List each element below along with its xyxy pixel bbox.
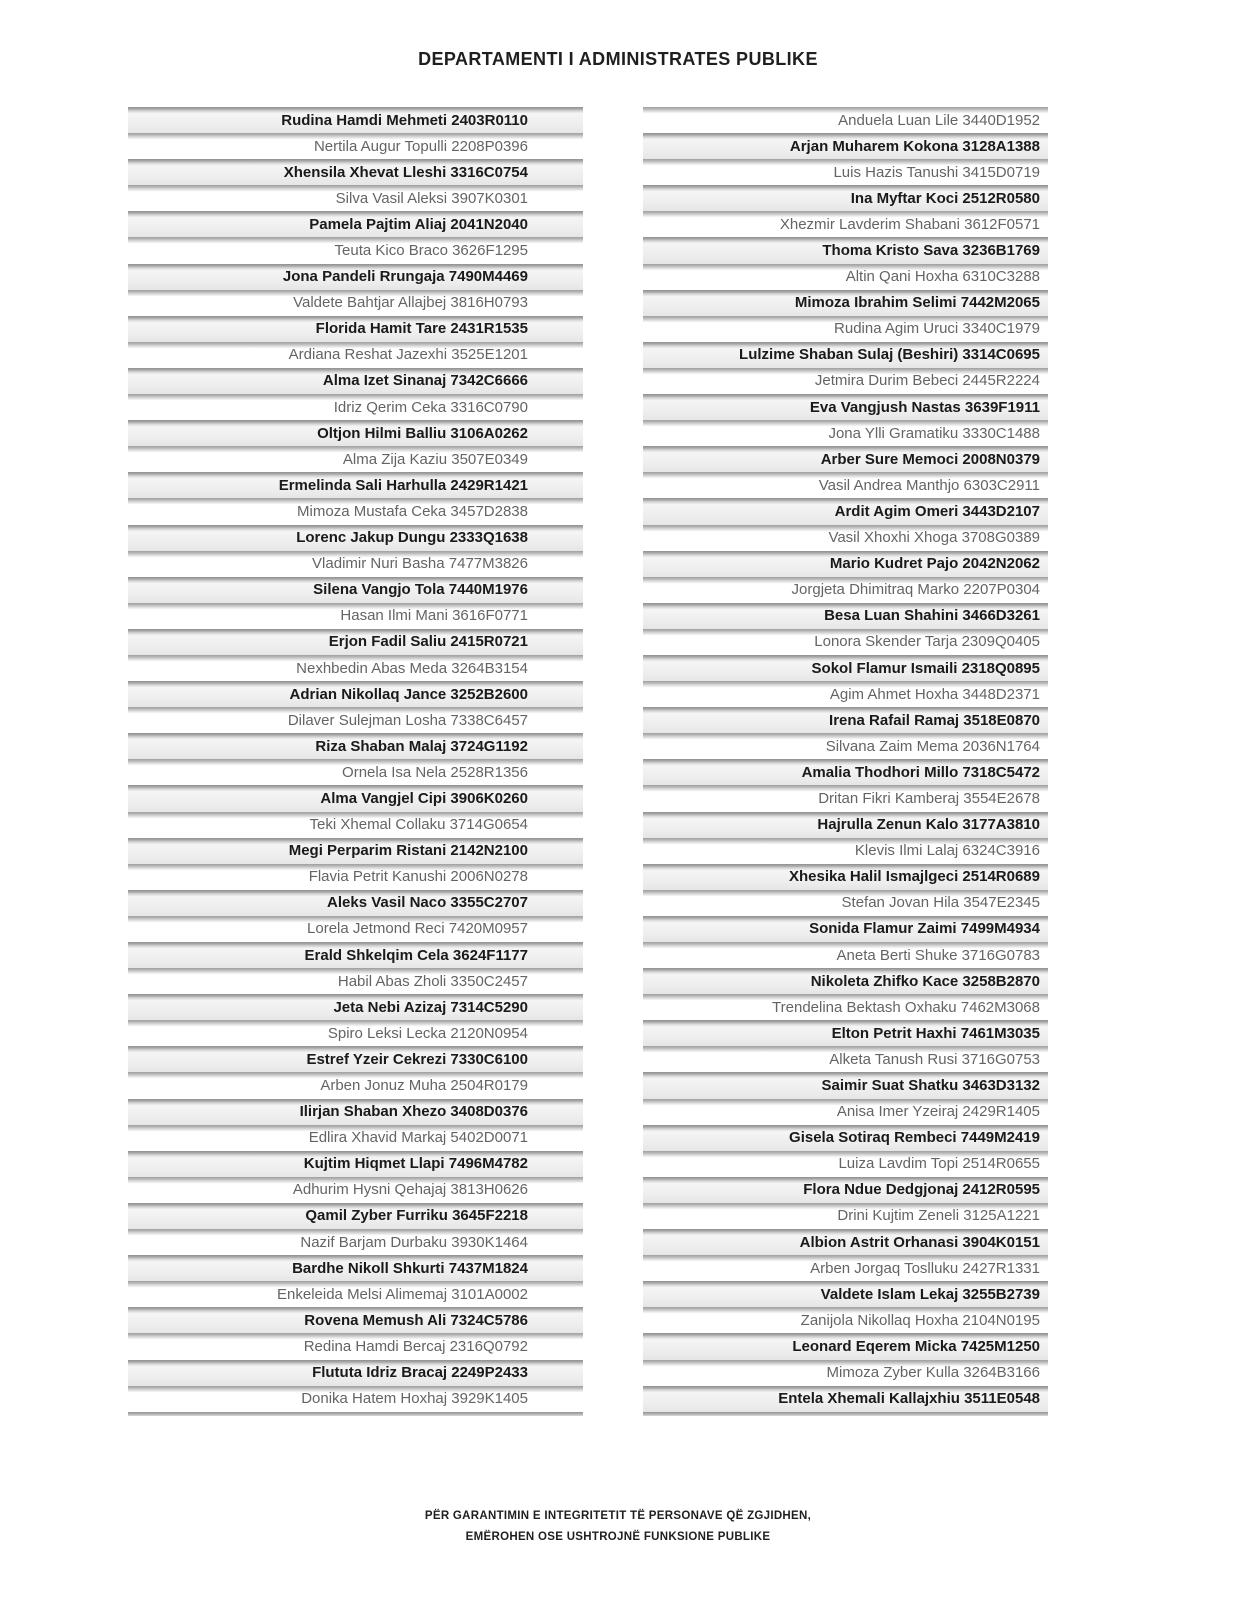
person-name-and-id: Donika Hatem Hoxhaj 3929K1405 [301, 1390, 528, 1408]
person-name-and-id: Mimoza Ibrahim Selimi 7442M2065 [794, 294, 1040, 312]
list-item [643, 1151, 1048, 1177]
person-name-and-id: Xhezmir Lavderim Shabani 3612F0571 [779, 215, 1040, 233]
person-name-and-id: Kujtim Hiqmet Llapi 7496M4782 [303, 1155, 528, 1173]
person-name-and-id: Idriz Qerim Ceka 3316C0790 [333, 398, 528, 416]
list-item [643, 159, 1048, 185]
person-name-and-id: Mimoza Zyber Kulla 3264B3166 [826, 1364, 1040, 1382]
list-item [643, 655, 1048, 681]
list-item [643, 733, 1048, 759]
list-item [128, 1125, 583, 1151]
list-item [643, 838, 1048, 864]
person-name-and-id: Leonard Eqerem Micka 7425M1250 [792, 1337, 1040, 1355]
list-item [643, 1360, 1048, 1386]
list-item [643, 577, 1048, 603]
list-item [128, 368, 583, 394]
list-item [643, 446, 1048, 472]
list-item [643, 237, 1048, 263]
person-name-and-id: Ermelinda Sali Harhulla 2429R1421 [278, 476, 528, 494]
person-name-and-id: Besa Luan Shahini 3466D3261 [824, 607, 1040, 625]
page-title: DEPARTAMENTI I ADMINISTRATES PUBLIKE [418, 49, 818, 69]
person-name-and-id: Jona Pandeli Rrungaja 7490M4469 [282, 268, 528, 286]
list-item [128, 890, 583, 916]
person-name-and-id: Ardiana Reshat Jazexhi 3525E1201 [288, 346, 528, 364]
list-item [643, 185, 1048, 211]
person-name-and-id: Flututa Idriz Bracaj 2249P2433 [312, 1364, 528, 1382]
list-item [128, 133, 583, 159]
list-item [128, 1360, 583, 1386]
list-item [128, 707, 583, 733]
person-name-and-id: Nertila Augur Topulli 2208P0396 [313, 137, 528, 155]
person-name-and-id: Alma Vangjel Cipi 3906K0260 [320, 789, 528, 807]
person-name-and-id: Mario Kudret Pajo 2042N2062 [829, 555, 1040, 573]
list-item [643, 1072, 1048, 1098]
list-item [128, 733, 583, 759]
list-item [643, 994, 1048, 1020]
list-item [128, 1333, 583, 1359]
list-item [128, 107, 583, 133]
list-item [128, 655, 583, 681]
list-item [128, 1281, 583, 1307]
person-name-and-id: Valdete Bahtjar Allajbej 3816H0793 [293, 294, 528, 312]
list-item [128, 603, 583, 629]
list-item [643, 1177, 1048, 1203]
list-item [128, 994, 583, 1020]
list-item [643, 1099, 1048, 1125]
list-item [643, 316, 1048, 342]
person-name-and-id: Anduela Luan Lile 3440D1952 [838, 111, 1040, 129]
person-name-and-id: Drini Kujtim Zeneli 3125A1221 [837, 1207, 1040, 1225]
person-name-and-id: Nikoleta Zhifko Kace 3258B2870 [810, 972, 1040, 990]
list-item [128, 577, 583, 603]
person-name-and-id: Altin Qani Hoxha 6310C3288 [845, 268, 1040, 286]
person-name-and-id: Alma Izet Sinanaj 7342C6666 [322, 372, 528, 390]
list-item [643, 812, 1048, 838]
list-item [128, 446, 583, 472]
list-item [128, 237, 583, 263]
list-item [128, 394, 583, 420]
person-name-and-id: Amalia Thodhori Millo 7318C5472 [801, 763, 1040, 781]
person-name-and-id: Gisela Sotiraq Rembeci 7449M2419 [789, 1129, 1040, 1147]
list-item [643, 394, 1048, 420]
list-item [643, 342, 1048, 368]
person-name-and-id: Rudina Hamdi Mehmeti 2403R0110 [281, 111, 528, 129]
person-name-and-id: Vladimir Nuri Basha 7477M3826 [312, 555, 528, 573]
list-item [643, 472, 1048, 498]
person-name-and-id: Lorela Jetmond Reci 7420M0957 [307, 920, 528, 938]
list-item [128, 942, 583, 968]
list-item [128, 185, 583, 211]
list-item [643, 759, 1048, 785]
person-name-and-id: Teuta Kico Braco 3626F1295 [334, 242, 528, 260]
list-item [128, 968, 583, 994]
list-item [643, 1046, 1048, 1072]
person-name-and-id: Sokol Flamur Ismaili 2318Q0895 [811, 659, 1040, 677]
person-name-and-id: Mimoza Mustafa Ceka 3457D2838 [297, 502, 528, 520]
person-name-and-id: Klevis Ilmi Lalaj 6324C3916 [854, 842, 1040, 860]
list-item [643, 1386, 1048, 1412]
list-item [128, 1386, 583, 1412]
person-name-and-id: Arben Jorgaq Toslluku 2427R1331 [810, 1259, 1040, 1277]
person-name-and-id: Qamil Zyber Furriku 3645F2218 [305, 1207, 528, 1225]
person-name-and-id: Entela Xhemali Kallajxhiu 3511E0548 [778, 1390, 1040, 1408]
person-name-and-id: Valdete Islam Lekaj 3255B2739 [820, 1285, 1040, 1303]
list-item [128, 264, 583, 290]
list-item [643, 1203, 1048, 1229]
list-item [643, 707, 1048, 733]
list-item [128, 1020, 583, 1046]
person-name-and-id: Flavia Petrit Kanushi 2006N0278 [308, 868, 528, 886]
list-item [128, 420, 583, 446]
list-item [643, 968, 1048, 994]
list-item [128, 525, 583, 551]
person-name-and-id: Thoma Kristo Sava 3236B1769 [822, 242, 1040, 260]
person-name-and-id: Megi Perparim Ristani 2142N2100 [288, 842, 528, 860]
person-name-and-id: Florida Hamit Tare 2431R1535 [315, 320, 528, 338]
list-item [643, 211, 1048, 237]
list-item [128, 290, 583, 316]
person-name-and-id: Stefan Jovan Hila 3547E2345 [841, 894, 1040, 912]
footer-line-2: EMËROHEN OSE USHTROJNË FUNKSIONE PUBLIKE [465, 1531, 771, 1543]
person-name-and-id: Lulzime Shaban Sulaj (Beshiri) 3314C0695 [739, 346, 1040, 364]
person-name-and-id: Nazif Barjam Durbaku 3930K1464 [300, 1233, 528, 1251]
list-item [128, 1229, 583, 1255]
person-name-and-id: Spiro Leksi Lecka 2120N0954 [327, 1024, 528, 1042]
person-name-and-id: Enkeleida Melsi Alimemaj 3101A0002 [277, 1285, 528, 1303]
list-item [643, 1125, 1048, 1151]
list-item [643, 1281, 1048, 1307]
person-name-and-id: Ornela Isa Nela 2528R1356 [342, 763, 528, 781]
list-item [643, 603, 1048, 629]
person-name-and-id: Eva Vangjush Nastas 3639F1911 [809, 398, 1040, 416]
person-name-and-id: Rudina Agim Uruci 3340C1979 [834, 320, 1040, 338]
list-item [643, 629, 1048, 655]
list-item [128, 342, 583, 368]
person-name-and-id: Albion Astrit Orhanasi 3904K0151 [799, 1233, 1040, 1251]
list-item [643, 785, 1048, 811]
name-list-column-left [128, 107, 583, 1416]
list-item [128, 1151, 583, 1177]
list-item [128, 1099, 583, 1125]
person-name-and-id: Xhensila Xhevat Lleshi 3316C0754 [283, 163, 528, 181]
list-item [643, 290, 1048, 316]
person-name-and-id: Erald Shkelqim Cela 3624F1177 [304, 946, 528, 964]
person-name-and-id: Hajrulla Zenun Kalo 3177A3810 [817, 816, 1040, 834]
list-item [128, 1203, 583, 1229]
person-name-and-id: Edlira Xhavid Markaj 5402D0071 [308, 1129, 528, 1147]
person-name-and-id: Teki Xhemal Collaku 3714G0654 [309, 816, 528, 834]
person-name-and-id: Jorgjeta Dhimitraq Marko 2207P0304 [791, 581, 1040, 599]
person-name-and-id: Adhurim Hysni Qehajaj 3813H0626 [292, 1181, 528, 1199]
person-name-and-id: Pamela Pajtim Aliaj 2041N2040 [309, 215, 528, 233]
person-name-and-id: Nexhbedin Abas Meda 3264B3154 [296, 659, 528, 677]
person-name-and-id: Aleks Vasil Naco 3355C2707 [327, 894, 528, 912]
list-item [128, 629, 583, 655]
person-name-and-id: Vasil Xhoxhi Xhoga 3708G0389 [828, 529, 1040, 547]
person-name-and-id: Irena Rafail Ramaj 3518E0870 [829, 711, 1040, 729]
person-name-and-id: Habil Abas Zholi 3350C2457 [337, 972, 528, 990]
list-item [643, 525, 1048, 551]
person-name-and-id: Silvana Zaim Mema 2036N1764 [825, 737, 1040, 755]
person-name-and-id: Ardit Agim Omeri 3443D2107 [834, 502, 1040, 520]
person-name-and-id: Anisa Imer Yzeiraj 2429R1405 [836, 1103, 1040, 1121]
list-item [128, 1255, 583, 1281]
list-item [643, 681, 1048, 707]
list-item [643, 107, 1048, 133]
list-item [128, 498, 583, 524]
list-item [128, 211, 583, 237]
person-name-and-id: Agim Ahmet Hoxha 3448D2371 [829, 685, 1040, 703]
person-name-and-id: Arjan Muharem Kokona 3128A1388 [789, 137, 1040, 155]
person-name-and-id: Alketa Tanush Rusi 3716G0753 [829, 1050, 1040, 1068]
person-name-and-id: Dilaver Sulejman Losha 7338C6457 [287, 711, 528, 729]
list-item [128, 472, 583, 498]
list-item [128, 916, 583, 942]
person-name-and-id: Jetmira Durim Bebeci 2445R2224 [814, 372, 1040, 390]
person-name-and-id: Luis Hazis Tanushi 3415D0719 [833, 163, 1040, 181]
person-name-and-id: Arben Jonuz Muha 2504R0179 [320, 1077, 528, 1095]
list-item [128, 838, 583, 864]
list-item [128, 1072, 583, 1098]
page-footer [0, 1506, 1236, 1548]
list-item [643, 864, 1048, 890]
person-name-and-id: Arber Sure Memoci 2008N0379 [820, 450, 1040, 468]
person-name-and-id: Silena Vangjo Tola 7440M1976 [313, 581, 528, 599]
list-item [128, 551, 583, 577]
name-list-column-right [643, 107, 1048, 1416]
person-name-and-id: Erjon Fadil Saliu 2415R0721 [328, 633, 528, 651]
list-item [643, 1333, 1048, 1359]
list-item [643, 1307, 1048, 1333]
list-item [643, 368, 1048, 394]
person-name-and-id: Xhesika Halil Ismajlgeci 2514R0689 [789, 868, 1040, 886]
person-name-and-id: Vasil Andrea Manthjo 6303C2911 [818, 476, 1040, 494]
list-item [643, 1229, 1048, 1255]
list-item [128, 159, 583, 185]
list-item [128, 1177, 583, 1203]
person-name-and-id: Zanijola Nikollaq Hoxha 2104N0195 [800, 1311, 1040, 1329]
person-name-and-id: Dritan Fikri Kamberaj 3554E2678 [818, 789, 1040, 807]
list-item [128, 1307, 583, 1333]
person-name-and-id: Jeta Nebi Azizaj 7314C5290 [333, 998, 528, 1016]
footer-line-1: PËR GARANTIMIN E INTEGRITETIT TË PERSONAVE QË ZGJIDHEN, [424, 1510, 812, 1522]
person-name-and-id: Saimir Suat Shatku 3463D3132 [821, 1077, 1040, 1095]
person-name-and-id: Luiza Lavdim Topi 2514R0655 [838, 1155, 1040, 1173]
person-name-and-id: Bardhe Nikoll Shkurti 7437M1824 [292, 1259, 528, 1277]
person-name-and-id: Estref Yzeir Cekrezi 7330C6100 [306, 1050, 528, 1068]
list-item [643, 916, 1048, 942]
person-name-and-id: Jona Ylli Gramatiku 3330C1488 [828, 424, 1040, 442]
person-name-and-id: Ina Myftar Koci 2512R0580 [850, 189, 1040, 207]
list-item [643, 1255, 1048, 1281]
list-item [643, 498, 1048, 524]
list-item [643, 890, 1048, 916]
person-name-and-id: Trendelina Bektash Oxhaku 7462M3068 [772, 998, 1040, 1016]
person-name-and-id: Sonida Flamur Zaimi 7499M4934 [809, 920, 1040, 938]
list-item [643, 133, 1048, 159]
list-item [643, 420, 1048, 446]
list-item [643, 551, 1048, 577]
person-name-and-id: Rovena Memush Ali 7324C5786 [304, 1311, 528, 1329]
list-item [643, 264, 1048, 290]
person-name-and-id: Oltjon Hilmi Balliu 3106A0262 [317, 424, 528, 442]
person-name-and-id: Lonora Skender Tarja 2309Q0405 [814, 633, 1040, 651]
list-item [128, 759, 583, 785]
list-item [128, 681, 583, 707]
list-item [128, 1046, 583, 1072]
list-item [643, 942, 1048, 968]
person-name-and-id: Ilirjan Shaban Xhezo 3408D0376 [299, 1103, 528, 1121]
person-name-and-id: Elton Petrit Haxhi 7461M3035 [831, 1024, 1040, 1042]
person-name-and-id: Adrian Nikollaq Jance 3252B2600 [289, 685, 528, 703]
person-name-and-id: Aneta Berti Shuke 3716G0783 [836, 946, 1040, 964]
person-name-and-id: Alma Zija Kaziu 3507E0349 [342, 450, 528, 468]
list-item [643, 1020, 1048, 1046]
person-name-and-id: Silva Vasil Aleksi 3907K0301 [335, 189, 528, 207]
person-name-and-id: Flora Ndue Dedgjonaj 2412R0595 [803, 1181, 1040, 1199]
person-name-and-id: Hasan Ilmi Mani 3616F0771 [340, 607, 528, 625]
list-item [128, 785, 583, 811]
person-name-and-id: Lorenc Jakup Dungu 2333Q1638 [296, 529, 528, 547]
person-name-and-id: Redina Hamdi Bercaj 2316Q0792 [303, 1337, 528, 1355]
list-item [128, 812, 583, 838]
list-item [128, 316, 583, 342]
list-item [128, 864, 583, 890]
person-name-and-id: Riza Shaban Malaj 3724G1192 [315, 737, 528, 755]
